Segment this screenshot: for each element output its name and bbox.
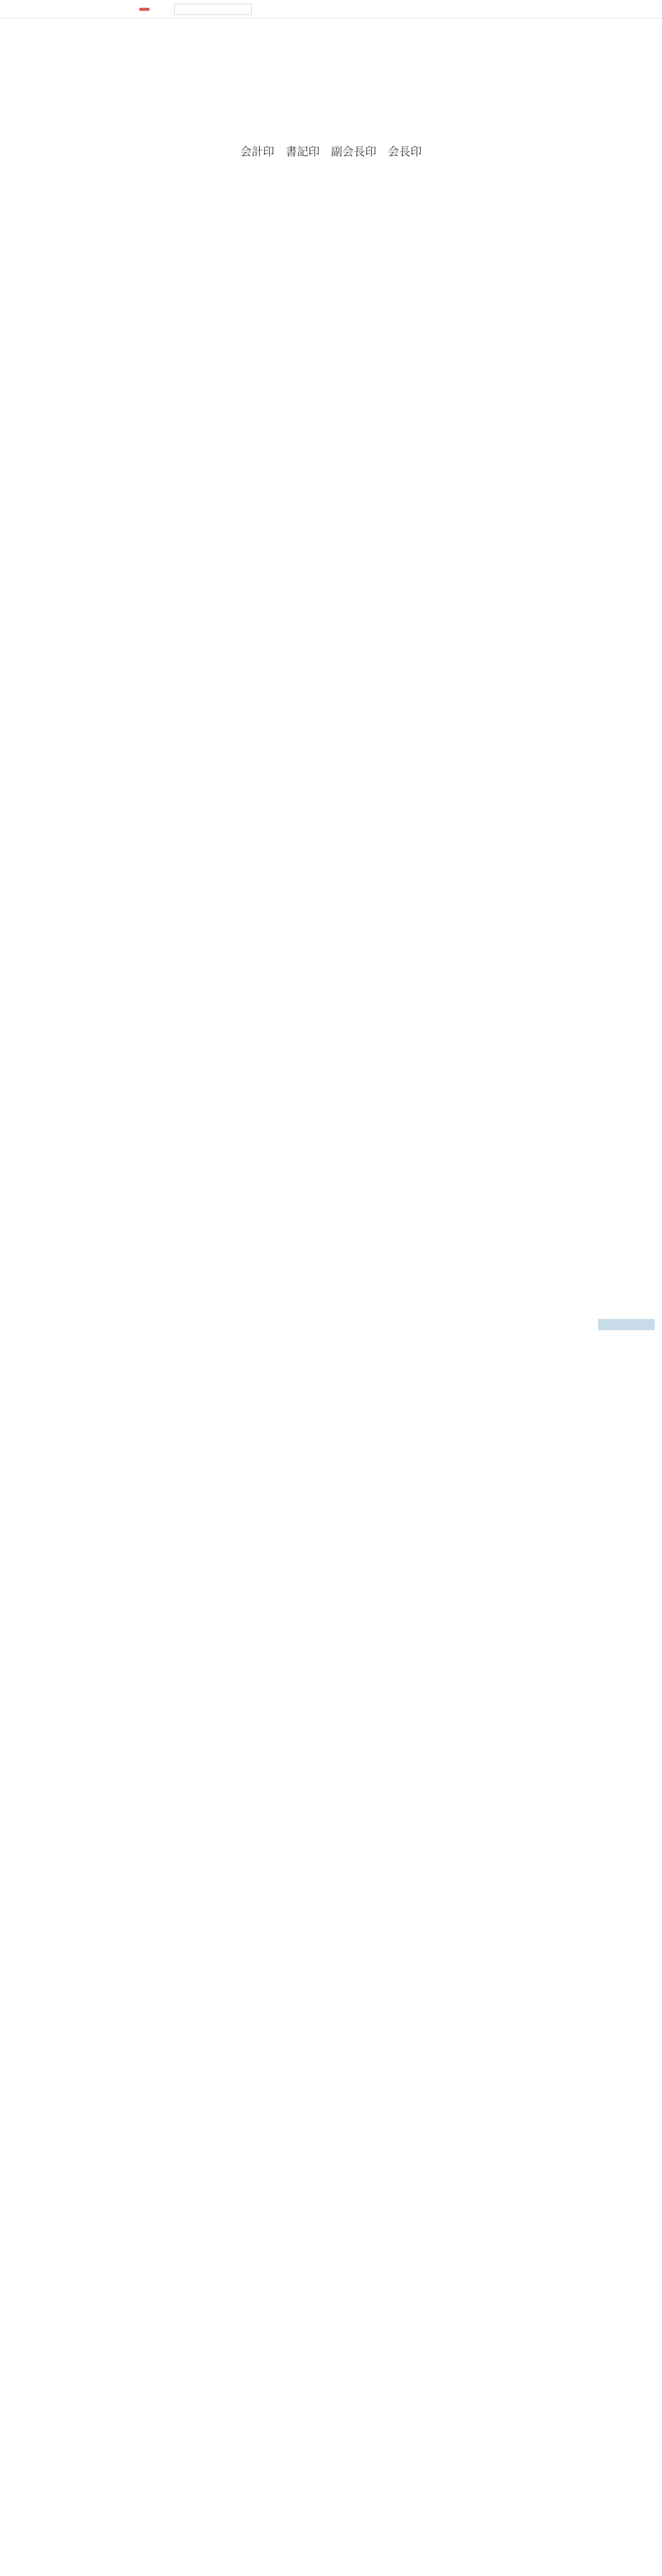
chapter-title: 会計印 書記印 副会長印 会長印	[240, 146, 422, 159]
body-paragraph	[175, 2295, 485, 2306]
body-paragraph	[175, 765, 485, 776]
body-paragraph	[175, 957, 485, 969]
body-paragraph	[175, 1411, 485, 1422]
body-paragraph	[175, 1739, 485, 1751]
body-paragraph	[175, 1059, 485, 1071]
body-paragraph	[175, 2272, 485, 2283]
body-paragraph	[175, 1637, 485, 1649]
side-button[interactable]	[598, 1319, 655, 1330]
body-paragraph	[175, 1252, 485, 1263]
body-paragraph	[175, 2283, 485, 2295]
body-paragraph	[175, 345, 485, 357]
body-paragraph	[175, 2170, 485, 2181]
body-paragraph	[175, 1615, 485, 1626]
body-paragraph	[175, 187, 485, 198]
body-paragraph	[175, 538, 485, 549]
body-paragraph	[175, 2317, 485, 2329]
body-paragraph	[175, 1524, 485, 1535]
body-paragraph	[175, 266, 485, 277]
body-paragraph	[175, 357, 485, 368]
body-paragraph	[175, 1683, 485, 1694]
body-paragraph	[175, 323, 485, 334]
body-paragraph	[175, 980, 485, 991]
body-paragraph	[175, 425, 485, 436]
body-paragraph	[175, 1354, 485, 1365]
body-paragraph	[175, 2306, 485, 2317]
body-paragraph	[175, 1921, 485, 1932]
body-paragraph	[175, 2011, 485, 2023]
body-paragraph	[175, 1037, 485, 1048]
body-paragraph	[175, 1116, 485, 1127]
body-paragraph	[175, 708, 485, 719]
body-paragraph	[175, 1467, 485, 1479]
body-paragraph	[175, 1932, 485, 1943]
body-paragraph	[175, 731, 485, 742]
body-paragraph	[175, 1377, 485, 1388]
body-paragraph	[175, 595, 485, 606]
body-paragraph	[175, 1592, 485, 1603]
body-paragraph	[175, 2181, 485, 2193]
body-paragraph	[175, 685, 485, 697]
body-paragraph	[175, 447, 485, 459]
body-paragraph	[175, 1229, 485, 1241]
body-paragraph	[175, 1796, 485, 1807]
page-navigation	[0, 109, 662, 116]
body-paragraph	[175, 719, 485, 731]
body-paragraph	[175, 2340, 485, 2351]
body-paragraph	[175, 1773, 485, 1785]
body-paragraph	[175, 2147, 485, 2159]
body-paragraph	[175, 1433, 485, 1445]
body-paragraph	[175, 2000, 485, 2011]
body-paragraph	[175, 1569, 485, 1581]
body-paragraph	[175, 232, 485, 243]
body-paragraph	[175, 1093, 485, 1105]
body-paragraph	[175, 221, 485, 232]
body-paragraph	[175, 2249, 485, 2261]
body-paragraph	[175, 1898, 485, 1909]
body-paragraph	[175, 742, 485, 753]
body-paragraph	[175, 1909, 485, 1921]
body-paragraph	[175, 833, 485, 844]
body-paragraph	[175, 674, 485, 685]
body-paragraph	[175, 1943, 485, 1955]
body-paragraph	[175, 289, 485, 300]
body-paragraph	[175, 493, 485, 504]
body-paragraph	[175, 436, 485, 447]
body-paragraph	[175, 991, 485, 1003]
body-paragraph	[175, 198, 485, 209]
body-paragraph	[175, 2419, 485, 2431]
body-paragraph	[175, 1207, 485, 1218]
body-paragraph	[175, 1320, 485, 1331]
body-paragraph	[175, 413, 485, 425]
body-paragraph	[175, 1535, 485, 1547]
body-paragraph	[175, 2385, 485, 2397]
body-paragraph	[175, 901, 485, 912]
body-paragraph	[175, 470, 485, 481]
body-paragraph	[175, 2023, 485, 2034]
body-paragraph	[175, 1003, 485, 1014]
body-paragraph	[175, 629, 485, 640]
body-paragraph	[175, 2193, 485, 2204]
body-paragraph	[175, 787, 485, 799]
search-input[interactable]	[174, 4, 252, 15]
body-paragraph	[175, 1445, 485, 1456]
body-paragraph	[175, 2091, 485, 2102]
body-paragraph	[175, 1479, 485, 1490]
body-paragraph	[175, 1853, 485, 1864]
body-paragraph	[175, 1626, 485, 1637]
body-paragraph	[175, 2136, 485, 2147]
body-paragraph	[175, 504, 485, 515]
body-paragraph	[175, 2102, 485, 2113]
body-paragraph	[175, 481, 485, 493]
body-paragraph	[175, 810, 485, 821]
body-paragraph	[175, 867, 485, 878]
body-paragraph	[175, 2351, 485, 2363]
body-paragraph	[175, 2045, 485, 2057]
top-navigation-bar	[0, 0, 662, 19]
body-paragraph	[175, 1694, 485, 1705]
body-paragraph	[175, 1048, 485, 1059]
body-paragraph	[175, 2215, 485, 2227]
body-paragraph	[175, 606, 485, 617]
body-paragraph	[175, 311, 485, 323]
body-paragraph	[175, 1705, 485, 1717]
body-paragraph	[175, 2227, 485, 2238]
body-paragraph	[175, 1297, 485, 1309]
body-paragraph	[175, 1105, 485, 1116]
body-paragraph	[175, 923, 485, 935]
body-paragraph	[175, 1241, 485, 1252]
body-paragraph	[175, 1977, 485, 1989]
body-paragraph	[175, 2068, 485, 2079]
body-paragraph	[175, 1501, 485, 1513]
body-paragraph	[175, 2204, 485, 2215]
body-paragraph	[175, 799, 485, 810]
body-paragraph	[175, 912, 485, 923]
body-paragraph	[175, 1955, 485, 1966]
body-paragraph	[175, 1309, 485, 1320]
body-paragraph	[175, 1263, 485, 1275]
body-paragraph	[175, 334, 485, 345]
body-paragraph	[175, 1388, 485, 1399]
body-paragraph	[175, 1751, 485, 1762]
body-paragraph	[175, 1887, 485, 1898]
body-paragraph	[175, 379, 485, 391]
body-paragraph	[175, 1603, 485, 1615]
body-paragraph	[175, 2125, 485, 2136]
body-paragraph	[175, 2408, 485, 2419]
body-paragraph	[175, 243, 485, 255]
body-paragraph	[175, 878, 485, 889]
body-paragraph	[175, 1127, 485, 1139]
body-paragraph	[175, 1785, 485, 1796]
body-paragraph	[175, 1071, 485, 1082]
body-paragraph	[175, 1343, 485, 1354]
body-paragraph	[175, 1365, 485, 1377]
body-paragraph	[175, 1025, 485, 1037]
body-paragraph	[175, 2261, 485, 2272]
body-paragraph	[175, 1660, 485, 1671]
body-paragraph	[175, 844, 485, 855]
body-paragraph	[175, 1728, 485, 1739]
body-paragraph	[175, 1139, 485, 1150]
body-paragraph	[175, 209, 485, 221]
body-paragraph	[175, 1173, 485, 1184]
body-paragraph	[175, 935, 485, 946]
body-paragraph	[175, 1547, 485, 1558]
body-paragraph	[175, 1864, 485, 1875]
body-paragraph	[175, 255, 485, 266]
body-paragraph	[175, 1762, 485, 1773]
body-paragraph	[175, 561, 485, 572]
body-paragraph	[175, 2159, 485, 2170]
body-paragraph	[175, 1558, 485, 1569]
body-paragraph	[175, 640, 485, 651]
body-paragraph	[175, 1513, 485, 1524]
body-paragraph	[175, 583, 485, 595]
body-paragraph	[175, 1218, 485, 1229]
body-paragraph	[175, 1399, 485, 1411]
body-paragraph	[175, 1422, 485, 1433]
body-paragraph	[175, 1286, 485, 1297]
body-paragraph	[175, 2057, 485, 2068]
body-paragraph	[175, 651, 485, 663]
body-paragraph	[175, 969, 485, 980]
body-paragraph	[175, 2113, 485, 2125]
body-paragraph	[175, 2374, 485, 2385]
body-paragraph	[175, 175, 485, 187]
body-paragraph	[175, 855, 485, 867]
body-paragraph	[175, 1082, 485, 1093]
body-paragraph	[175, 2431, 485, 2442]
body-paragraph	[175, 1671, 485, 1683]
body-paragraph	[175, 2363, 485, 2374]
body-paragraph	[175, 753, 485, 765]
body-paragraph	[175, 1966, 485, 1977]
body-paragraph	[175, 1717, 485, 1728]
body-paragraph	[175, 2034, 485, 2045]
body-paragraph	[175, 515, 485, 527]
body-paragraph	[175, 391, 485, 402]
body-paragraph	[175, 1841, 485, 1853]
body-paragraph	[175, 617, 485, 629]
top-navigation-inner	[139, 3, 252, 15]
body-paragraph	[175, 1807, 485, 1819]
body-paragraph	[175, 2238, 485, 2249]
body-paragraph	[175, 889, 485, 901]
body-paragraph	[175, 459, 485, 470]
body-paragraph	[175, 776, 485, 787]
body-paragraph	[175, 300, 485, 311]
body-paragraph	[175, 1150, 485, 1161]
body-paragraph	[175, 1875, 485, 1887]
body-paragraph	[175, 697, 485, 708]
body-paragraph	[175, 277, 485, 289]
body-paragraph	[175, 1275, 485, 1286]
body-paragraph	[175, 1581, 485, 1592]
body-paragraph	[175, 549, 485, 561]
body-paragraph	[175, 527, 485, 538]
body-paragraph	[175, 1195, 485, 1207]
body-paragraph	[175, 1490, 485, 1501]
body-paragraph	[175, 1819, 485, 1830]
body-paragraph	[175, 2329, 485, 2340]
body-paragraph	[175, 2079, 485, 2091]
body-paragraph	[175, 663, 485, 674]
body-paragraph	[175, 572, 485, 583]
body-paragraph	[175, 1989, 485, 2000]
novel-body	[175, 175, 485, 2442]
body-paragraph	[175, 1184, 485, 1195]
body-paragraph	[175, 946, 485, 957]
body-paragraph	[175, 1649, 485, 1660]
body-paragraph	[175, 821, 485, 833]
body-paragraph	[175, 1456, 485, 1467]
login-button[interactable]	[139, 8, 150, 11]
body-paragraph	[175, 1014, 485, 1025]
body-paragraph	[175, 2397, 485, 2408]
body-paragraph	[175, 1161, 485, 1173]
body-paragraph	[175, 402, 485, 413]
body-paragraph	[175, 1331, 485, 1343]
body-paragraph	[175, 368, 485, 379]
body-paragraph	[175, 1830, 485, 1841]
